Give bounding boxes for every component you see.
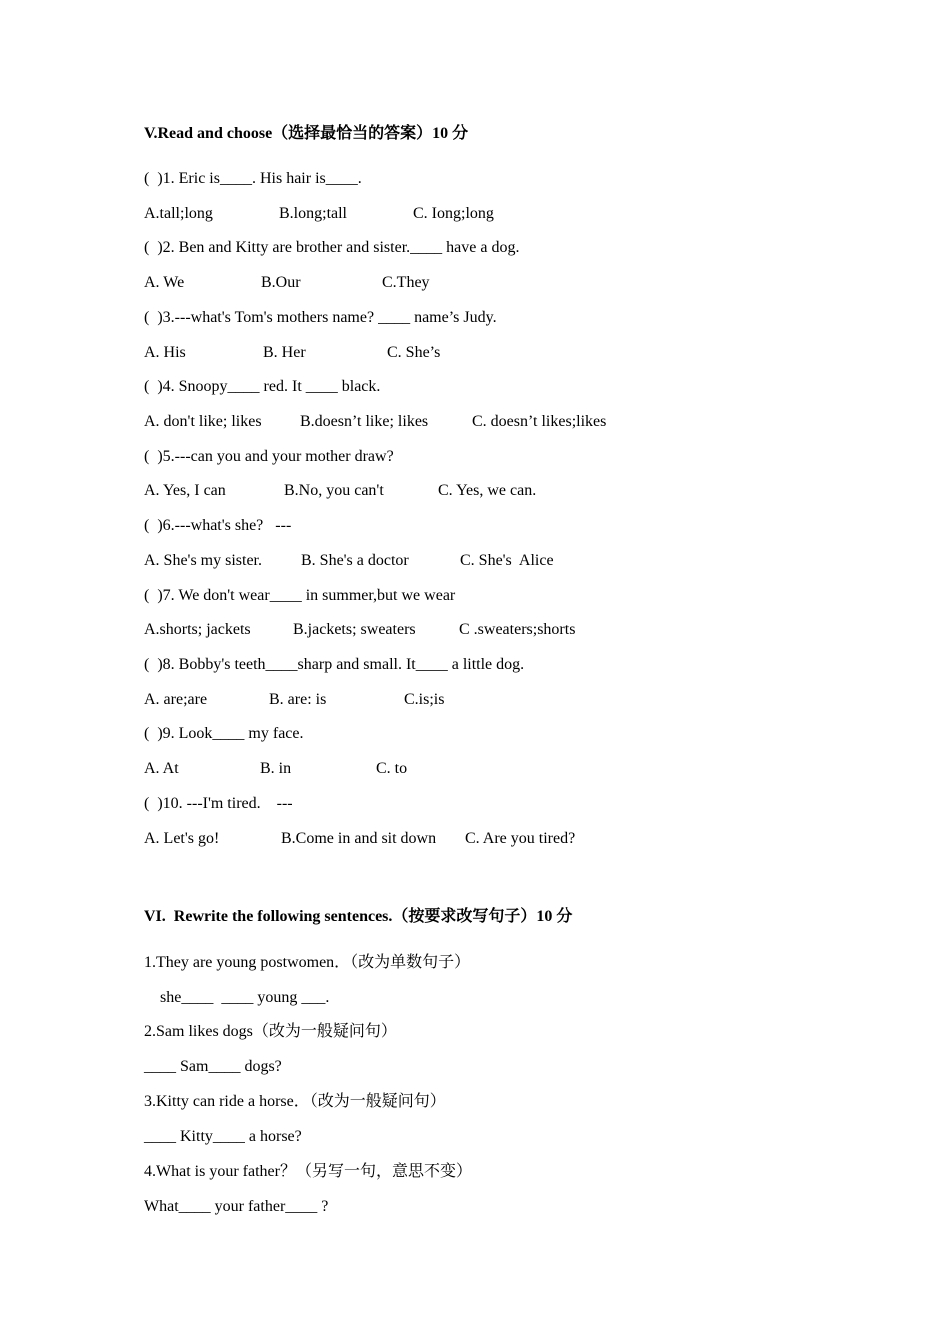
rewrite-line-1: 1.They are young postwomen．（改为单数句子） <box>144 954 471 971</box>
option-c: C. She’s <box>387 344 441 361</box>
question-6: ( )6.---what's she? --- <box>144 517 292 534</box>
option-a: A. Let's go! <box>144 830 220 847</box>
option-a: A. don't like; likes <box>144 413 262 430</box>
option-a: A. We <box>144 274 185 291</box>
options-9 <box>0 759 950 779</box>
question-3: ( )3.---what's Tom's mothers name? ____ name’s Judy. <box>144 309 497 326</box>
options-10 <box>0 829 950 849</box>
option-b: B. Her <box>263 344 306 361</box>
rewrite-line-2: she____ ____ young ___. <box>144 989 330 1006</box>
option-c: C. She's Alice <box>460 552 554 569</box>
rewrite-line-6: ____ Kitty____ a horse? <box>144 1128 302 1145</box>
options-5 <box>0 481 950 501</box>
option-b: B.doesn’t like; likes <box>300 413 429 430</box>
option-a: A.tall;long <box>144 205 213 222</box>
rewrite-line-7: 4.What is your father？（另写一句，意思不变） <box>144 1163 472 1180</box>
question-9: ( )9. Look____ my face. <box>144 725 304 742</box>
options-4 <box>0 412 950 432</box>
rewrite-line-4: ____ Sam____ dogs? <box>144 1058 282 1075</box>
option-b: B.No, you can't <box>284 482 384 499</box>
options-3 <box>0 343 950 363</box>
options-6 <box>0 551 950 571</box>
section-5-title: V.Read and choose（选择最恰当的答案）10 分 <box>144 125 469 142</box>
option-b: B.jackets; sweaters <box>293 621 416 638</box>
rewrite-line-3: 2.Sam likes dogs（改为一般疑问句） <box>144 1023 397 1040</box>
option-b: B.Our <box>261 274 301 291</box>
option-b: B.Come in and sit down <box>281 830 437 847</box>
options-8 <box>0 690 950 710</box>
option-c: C.is;is <box>404 691 445 708</box>
option-b: B. are: is <box>269 691 327 708</box>
option-a: A.shorts; jackets <box>144 621 251 638</box>
question-4: ( )4. Snoopy____ red. It ____ black. <box>144 378 381 395</box>
option-a: A. At <box>144 760 179 777</box>
question-10: ( )10. ---I'm tired. --- <box>144 795 293 812</box>
option-b: B.long;tall <box>279 205 347 222</box>
option-c: C. to <box>376 760 408 777</box>
option-a: A. are;are <box>144 691 208 708</box>
option-c: C. Are you tired? <box>465 830 576 847</box>
option-b: B. She's a doctor <box>301 552 409 569</box>
options-1 <box>0 204 950 224</box>
rewrite-line-8: What____ your father____ ? <box>144 1198 329 1215</box>
question-2: ( )2. Ben and Kitty are brother and sister.____ have a dog. <box>144 239 520 256</box>
option-c: C. doesn’t likes;likes <box>472 413 607 430</box>
question-5: ( )5.---can you and your mother draw? <box>144 448 394 465</box>
option-c: C.They <box>382 274 430 291</box>
question-8: ( )8. Bobby's teeth____sharp and small. It____ a little dog. <box>144 656 525 673</box>
options-2 <box>0 273 950 293</box>
option-c: C .sweaters;shorts <box>459 621 576 638</box>
question-7: ( )7. We don't wear____ in summer,but we wear <box>144 587 456 604</box>
question-1: ( )1. Eric is____. His hair is____. <box>144 170 362 187</box>
option-a: A. She's my sister. <box>144 552 262 569</box>
option-c: C. Iong;long <box>413 205 494 222</box>
options-7 <box>0 620 950 640</box>
option-c: C. Yes, we can. <box>438 482 537 499</box>
option-a: A. His <box>144 344 186 361</box>
option-a: A. Yes, I can <box>144 482 226 499</box>
option-b: B. in <box>260 760 292 777</box>
rewrite-line-5: 3.Kitty can ride a horse．（改为一般疑问句） <box>144 1093 446 1110</box>
section-6-title: VI. Rewrite the following sentences.（按要求改写句子）10 分 <box>144 908 573 925</box>
